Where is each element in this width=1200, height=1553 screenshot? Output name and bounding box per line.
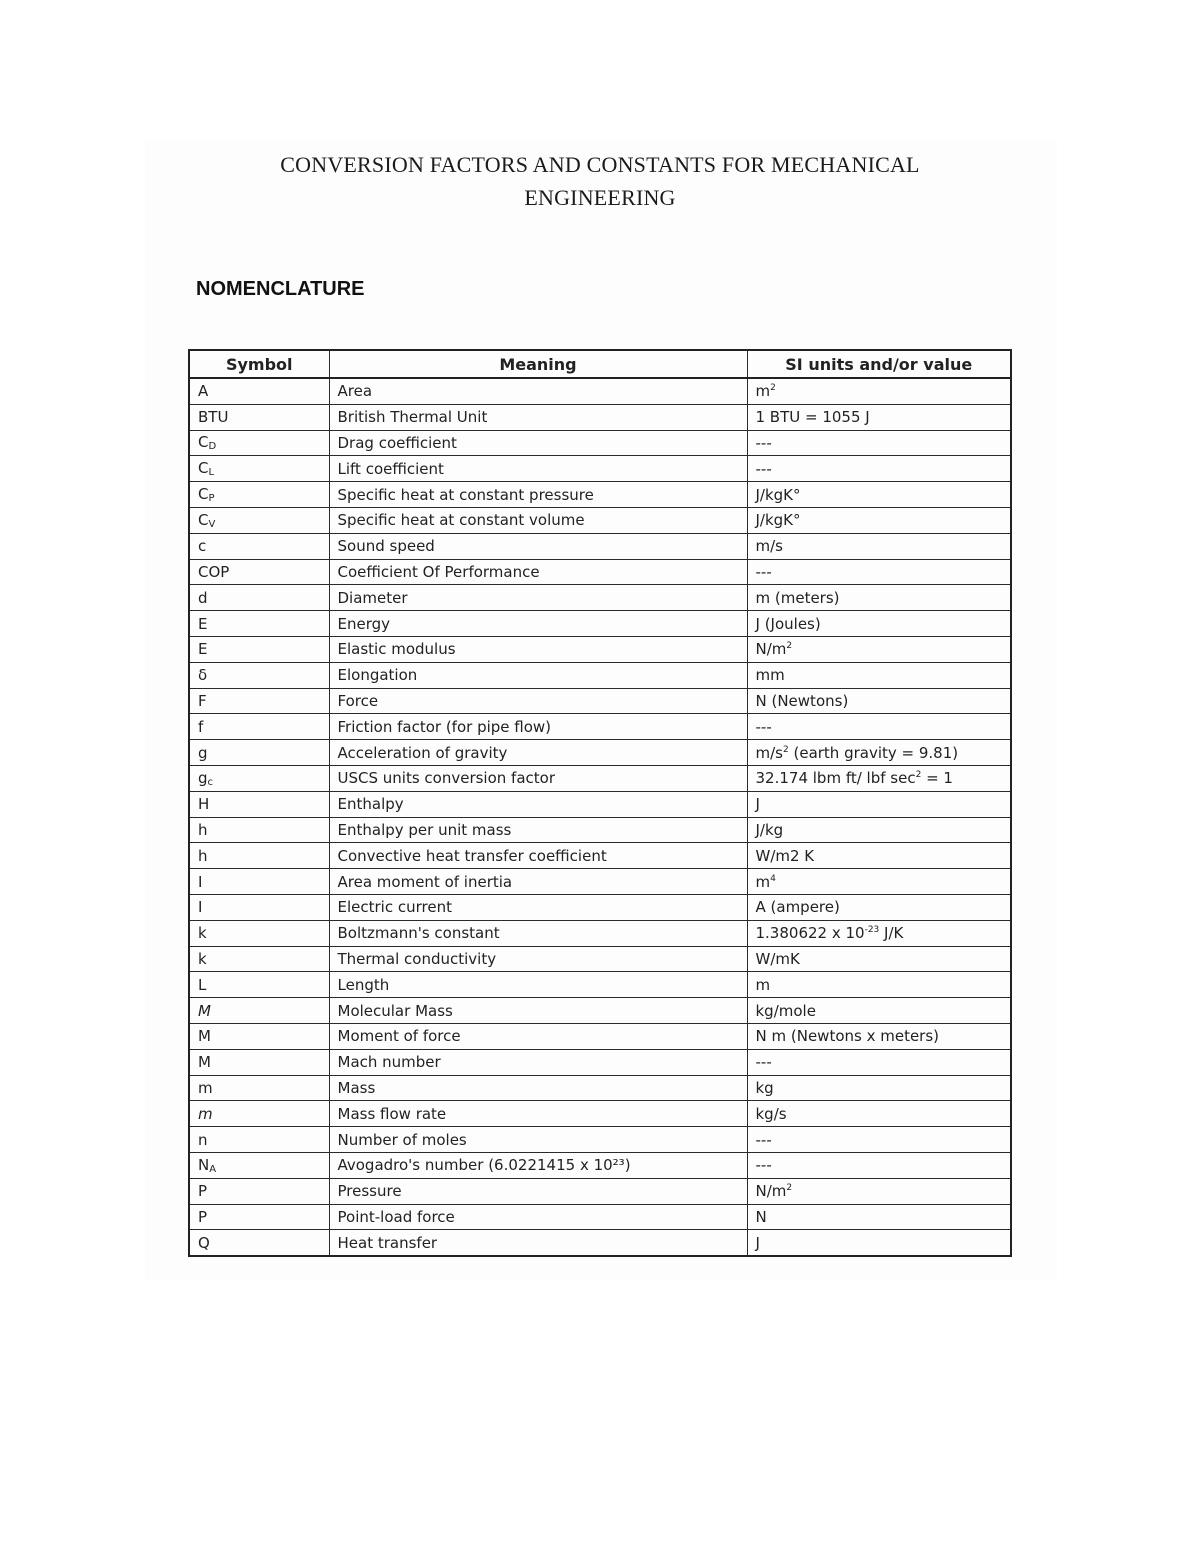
cell-meaning: Pressure	[329, 1178, 747, 1204]
cell-units	[747, 1152, 1011, 1178]
cell-symbol	[189, 714, 329, 740]
units-text: A (ampere)	[755, 898, 840, 917]
units-text: J	[755, 795, 760, 814]
cell-units	[747, 585, 1011, 611]
symbol-text: F	[198, 691, 207, 710]
units-text: mm	[755, 666, 785, 685]
cell-symbol	[189, 507, 329, 533]
table-row	[189, 998, 1011, 1024]
cell-symbol	[189, 920, 329, 946]
cell-meaning: Enthalpy	[329, 791, 747, 817]
units-text-rest: = 1	[921, 769, 953, 788]
units-superscript: 2	[786, 641, 793, 652]
symbol-text: k	[198, 924, 207, 943]
units-text: 1 BTU = 1055 J	[755, 408, 870, 427]
cell-units	[747, 740, 1011, 766]
units-text: m	[755, 872, 771, 891]
cell-units	[747, 1204, 1011, 1230]
cell-meaning: Area moment of inertia	[329, 869, 747, 895]
symbol-text: E	[198, 640, 208, 659]
units-text: 1.380622 x 10	[755, 924, 865, 943]
symbol-text: c	[198, 537, 207, 556]
table-row	[189, 1152, 1011, 1178]
cell-symbol	[189, 998, 329, 1024]
units-superscript: 2	[782, 744, 789, 755]
cell-symbol	[189, 636, 329, 662]
units-text-rest: (earth gravity = 9.81)	[788, 743, 959, 762]
table-row	[189, 456, 1011, 482]
units-text: ---	[755, 1156, 772, 1175]
units-text: ---	[755, 1130, 772, 1149]
table-row	[189, 1230, 1011, 1256]
cell-meaning: Mass flow rate	[329, 1101, 747, 1127]
cell-meaning: Mach number	[329, 1049, 747, 1075]
table-row	[189, 559, 1011, 585]
cell-units	[747, 869, 1011, 895]
cell-meaning: Specific heat at constant volume	[329, 507, 747, 533]
cell-units	[747, 430, 1011, 456]
table-row	[189, 1101, 1011, 1127]
table-row	[189, 507, 1011, 533]
units-text: N	[755, 1207, 767, 1226]
units-text: N/m	[755, 1182, 787, 1201]
cell-meaning: Boltzmann's constant	[329, 920, 747, 946]
cell-units	[747, 559, 1011, 585]
units-superscript: 4	[770, 873, 776, 884]
symbol-subscript: D	[208, 441, 217, 453]
table-row	[189, 1127, 1011, 1153]
symbol-text: m	[198, 1104, 213, 1123]
units-text: m	[755, 382, 771, 401]
cell-meaning: Thermal conductivity	[329, 946, 747, 972]
table-row	[189, 585, 1011, 611]
symbol-text: M	[198, 1001, 211, 1020]
symbol-text: Q	[198, 1233, 210, 1252]
table-row	[189, 688, 1011, 714]
cell-meaning: Elongation	[329, 662, 747, 688]
units-text: ---	[755, 433, 772, 452]
units-superscript: 2	[915, 770, 922, 781]
title-line-1: CONVERSION FACTORS AND CONSTANTS FOR MECHANICAL	[280, 152, 920, 177]
section-heading: NOMENCLATURE	[196, 278, 365, 300]
cell-symbol	[189, 688, 329, 714]
table-row	[189, 1049, 1011, 1075]
cell-symbol	[189, 559, 329, 585]
table-row	[189, 869, 1011, 895]
table-row	[189, 714, 1011, 740]
symbol-text: h	[198, 846, 208, 865]
cell-meaning: Coefficient Of Performance	[329, 559, 747, 585]
cell-meaning: Convective heat transfer coefficient	[329, 843, 747, 869]
units-text: N/m	[755, 640, 787, 659]
units-text: m/s	[755, 743, 783, 762]
cell-meaning: Avogadro's number (6.0221415 x 10²³)	[329, 1152, 747, 1178]
cell-units	[747, 972, 1011, 998]
table-header-row	[189, 350, 1011, 378]
cell-meaning: Point-load force	[329, 1204, 747, 1230]
symbol-text: H	[198, 795, 210, 814]
cell-meaning: Length	[329, 972, 747, 998]
table-row	[189, 1023, 1011, 1049]
cell-units	[747, 1023, 1011, 1049]
units-text: ---	[755, 717, 772, 736]
cell-meaning: Heat transfer	[329, 1230, 747, 1256]
cell-symbol	[189, 430, 329, 456]
cell-units	[747, 946, 1011, 972]
header-units: SI units and/or value	[747, 350, 1011, 378]
cell-units	[747, 456, 1011, 482]
cell-symbol	[189, 585, 329, 611]
table-row	[189, 946, 1011, 972]
cell-symbol	[189, 791, 329, 817]
cell-symbol	[189, 378, 329, 404]
cell-meaning: Electric current	[329, 894, 747, 920]
units-text: N m (Newtons x meters)	[755, 1027, 940, 1046]
units-text: ---	[755, 562, 772, 581]
cell-symbol	[189, 1152, 329, 1178]
symbol-subscript: L	[208, 467, 215, 479]
symbol-subscript: c	[207, 776, 214, 788]
symbol-text: E	[198, 614, 208, 633]
units-text: 32.174 lbm ft/ lbf sec	[755, 769, 916, 788]
cell-units	[747, 920, 1011, 946]
cell-symbol	[189, 611, 329, 637]
cell-units	[747, 843, 1011, 869]
symbol-text: M	[198, 1053, 211, 1072]
units-text: J/kgK°	[755, 511, 801, 530]
cell-meaning: Force	[329, 688, 747, 714]
cell-meaning: Moment of force	[329, 1023, 747, 1049]
cell-meaning: British Thermal Unit	[329, 404, 747, 430]
symbol-text: n	[198, 1130, 208, 1149]
symbol-text: I	[198, 898, 203, 917]
cell-symbol	[189, 843, 329, 869]
units-text: kg/s	[755, 1104, 787, 1123]
units-text: m/s	[755, 537, 783, 556]
symbol-subscript: V	[208, 518, 216, 530]
cell-units	[747, 1101, 1011, 1127]
cell-units	[747, 404, 1011, 430]
cell-units	[747, 817, 1011, 843]
symbol-text: d	[198, 588, 208, 607]
table-row	[189, 920, 1011, 946]
cell-units	[747, 791, 1011, 817]
cell-meaning: Acceleration of gravity	[329, 740, 747, 766]
cell-symbol	[189, 946, 329, 972]
cell-meaning: Specific heat at constant pressure	[329, 482, 747, 508]
units-text: J/kgK°	[755, 485, 801, 504]
cell-units	[747, 662, 1011, 688]
cell-symbol	[189, 456, 329, 482]
cell-meaning: Elastic modulus	[329, 636, 747, 662]
table-row	[189, 817, 1011, 843]
symbol-text: M	[198, 1027, 211, 1046]
cell-symbol	[189, 404, 329, 430]
table-row	[189, 791, 1011, 817]
table-row	[189, 1178, 1011, 1204]
symbol-text: C	[198, 433, 209, 452]
symbol-text: P	[198, 1182, 208, 1201]
table-row	[189, 533, 1011, 559]
cell-units	[747, 765, 1011, 791]
header-meaning: Meaning	[329, 350, 747, 378]
cell-symbol	[189, 482, 329, 508]
cell-symbol	[189, 1101, 329, 1127]
cell-meaning: Energy	[329, 611, 747, 637]
table-row	[189, 843, 1011, 869]
cell-symbol	[189, 1204, 329, 1230]
cell-meaning: Number of moles	[329, 1127, 747, 1153]
cell-units	[747, 1049, 1011, 1075]
symbol-text: N	[198, 1155, 210, 1174]
cell-units	[747, 1127, 1011, 1153]
cell-meaning: Lift coefficient	[329, 456, 747, 482]
units-text: J/kg	[755, 820, 784, 839]
cell-units	[747, 533, 1011, 559]
cell-symbol	[189, 1023, 329, 1049]
header-symbol: Symbol	[189, 350, 329, 378]
units-superscript: 2	[786, 1183, 793, 1194]
table-row	[189, 404, 1011, 430]
cell-symbol	[189, 662, 329, 688]
symbol-text: g	[198, 768, 208, 787]
units-text: kg/mole	[755, 1001, 816, 1020]
cell-symbol	[189, 1127, 329, 1153]
cell-meaning: Friction factor (for pipe flow)	[329, 714, 747, 740]
table-row	[189, 894, 1011, 920]
symbol-text: C	[198, 510, 209, 529]
symbol-text: I	[198, 872, 203, 891]
units-text: m	[755, 975, 771, 994]
table-row	[189, 972, 1011, 998]
cell-units	[747, 507, 1011, 533]
symbol-subscript: P	[208, 493, 215, 505]
units-text: W/mK	[755, 949, 800, 968]
symbol-text: f	[198, 717, 204, 736]
cell-meaning: USCS units conversion factor	[329, 765, 747, 791]
units-text: m (meters)	[755, 588, 840, 607]
units-superscript: 2	[770, 383, 776, 394]
cell-units	[747, 998, 1011, 1024]
units-text: J	[755, 1233, 760, 1252]
symbol-text: δ	[198, 666, 208, 685]
cell-meaning: Mass	[329, 1075, 747, 1101]
cell-symbol	[189, 972, 329, 998]
units-text: N (Newtons)	[755, 691, 849, 710]
units-text: J (Joules)	[755, 614, 821, 633]
title-line-2: ENGINEERING	[524, 185, 676, 210]
cell-symbol	[189, 740, 329, 766]
symbol-text: BTU	[198, 408, 229, 427]
symbol-subscript: A	[209, 1163, 217, 1175]
cell-units	[747, 378, 1011, 404]
table-row	[189, 765, 1011, 791]
cell-symbol	[189, 765, 329, 791]
table-row	[189, 482, 1011, 508]
units-text-rest: J/K	[879, 924, 904, 943]
symbol-text: g	[198, 743, 208, 762]
symbol-text: C	[198, 485, 209, 504]
cell-meaning: Molecular Mass	[329, 998, 747, 1024]
cell-symbol	[189, 817, 329, 843]
cell-symbol	[189, 1230, 329, 1256]
units-text: W/m2 K	[755, 846, 815, 865]
cell-units	[747, 894, 1011, 920]
cell-symbol	[189, 533, 329, 559]
cell-meaning: Drag coefficient	[329, 430, 747, 456]
cell-units	[747, 688, 1011, 714]
units-superscript: -23	[864, 925, 880, 936]
cell-meaning: Sound speed	[329, 533, 747, 559]
table-row	[189, 611, 1011, 637]
cell-meaning: Diameter	[329, 585, 747, 611]
table-row	[189, 636, 1011, 662]
cell-units	[747, 1075, 1011, 1101]
table-body	[189, 378, 1011, 1256]
cell-units	[747, 1230, 1011, 1256]
symbol-text: m	[198, 1078, 213, 1097]
cell-units	[747, 714, 1011, 740]
cell-units	[747, 1178, 1011, 1204]
table-row	[189, 1204, 1011, 1230]
table-row	[189, 1075, 1011, 1101]
table-row	[189, 430, 1011, 456]
table-row	[189, 740, 1011, 766]
table-row	[189, 378, 1011, 404]
symbol-text: COP	[198, 562, 230, 581]
table-row	[189, 662, 1011, 688]
symbol-text: A	[198, 382, 209, 401]
symbol-text: k	[198, 949, 207, 968]
cell-symbol	[189, 1178, 329, 1204]
cell-units	[747, 636, 1011, 662]
symbol-text: h	[198, 820, 208, 839]
cell-symbol	[189, 894, 329, 920]
nomenclature-table	[188, 349, 1012, 1257]
document-title	[0, 148, 1200, 214]
cell-units	[747, 611, 1011, 637]
cell-meaning: Area	[329, 378, 747, 404]
units-text: ---	[755, 1053, 772, 1072]
symbol-text: P	[198, 1207, 208, 1226]
symbol-text: C	[198, 459, 209, 478]
units-text: kg	[755, 1078, 774, 1097]
cell-units	[747, 482, 1011, 508]
cell-symbol	[189, 869, 329, 895]
units-text: ---	[755, 459, 772, 478]
cell-symbol	[189, 1049, 329, 1075]
symbol-text: L	[198, 975, 207, 994]
cell-meaning: Enthalpy per unit mass	[329, 817, 747, 843]
cell-symbol	[189, 1075, 329, 1101]
